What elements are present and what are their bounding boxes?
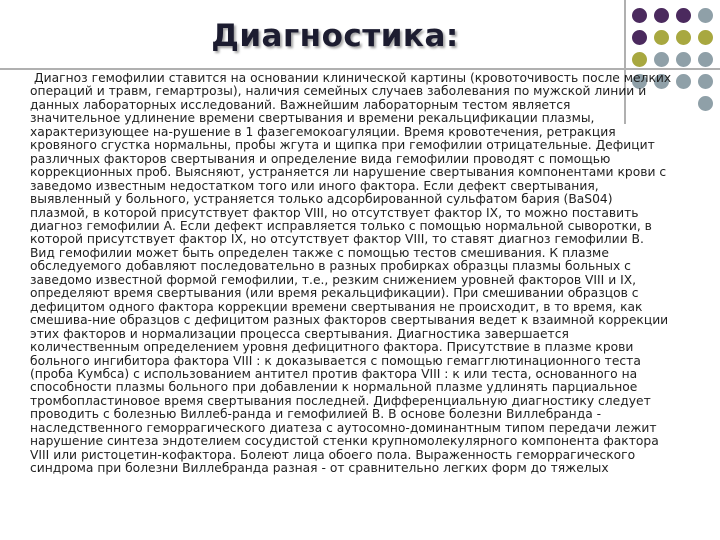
decor-dot	[676, 8, 691, 23]
body-line: больного ингибитора фактора VIII : к доказывается с помощью гемагглютинационного теста	[30, 353, 641, 368]
body-line: способности плазмы больного при добавлении к нормальной плазме удлинять парциальное	[30, 380, 638, 395]
slide-title: Диагностика:	[211, 18, 459, 54]
body-line: VIII или ристоцетин-кофактора. Болеют лица обоего пола. Выраженность геморрагического	[30, 447, 636, 462]
body-line: обследуемого добавляют последовательно в разных пробирках образцы плазмы больных с	[30, 259, 631, 274]
decor-dot	[632, 52, 647, 67]
body-line: Диагноз гемофилии ставится на основании клинической картины (кровоточивость после мелких	[34, 71, 672, 85]
decor-dot	[676, 52, 691, 67]
body-line: характеризующее на-рушение в 1 фазегемокоагуляции. Время кровотечения, ретракция	[30, 124, 616, 139]
body-line: плазмой, в которой присутствует фактор VIII, но отсутствует фактор IX, то можно поставить	[30, 205, 639, 220]
body-line: коррекционных проб. Выясняют, устраняется ли нарушение свертывания компонентами крови с	[30, 165, 667, 180]
decor-dot	[676, 30, 691, 45]
body-line: этих факторов и нормализации процесса свертывания. Диагностика завершается	[30, 326, 569, 341]
body-line: диагноз гемофилии А. Если дефект исправляется только с помощью нормальной сыворотки, в	[30, 218, 652, 233]
body-line: тромбопластиновое время свертывания последней. Дифференциальную диагностику следует	[30, 393, 651, 408]
body-line: Вид гемофилии может быть определен также с помощью тестов смешивания. К плазме	[30, 245, 609, 260]
decor-dot	[698, 8, 713, 23]
body-line: нарушение синтеза эндотелием сосудистой стенки крупномолекулярного компонента фактора	[30, 434, 659, 449]
body-line: наследственного геморрагического диатеза с аутосомно-доминантным типом передачи лежит	[30, 420, 657, 435]
body-line: операций и травм, гемартрозы), наличия семейных случаев заболевания по мужской линии и	[30, 84, 647, 99]
decor-dot	[698, 30, 713, 45]
body-line: (проба Кумбса) с использованием антител против фактора VIII : к или теста, основанного на	[30, 366, 638, 381]
decor-dot	[698, 52, 713, 67]
body-line: синдрома при болезни Виллебранда разная - от сравнительно легких форм до тяжелых	[30, 461, 609, 476]
decor-dot	[654, 52, 669, 67]
slide-body-text	[30, 72, 718, 476]
body-line: которой присутствует фактор IX, но отсутствует фактор VIII, то ставят диагноз гемофилии В.	[30, 232, 644, 247]
body-line: выявленный у больного, устраняется только адсорбированной сульфатом бария (BaS04)	[30, 192, 613, 207]
body-line: данных лабораторных исследований. Важнейшим лабораторным тестом является	[30, 97, 571, 112]
body-line: значительное удлинение времени свертывания и времени рекальцификации плазмы,	[30, 111, 595, 126]
decor-dot	[632, 8, 647, 23]
body-line: смешива-ние образцов с дефицитом разных факторов свертывания ведет к взаимной коррекции	[30, 313, 669, 328]
body-line: заведомо известной формой гемофилии, т.е., резким снижением уровней факторов VIII и IX,	[30, 272, 637, 287]
decor-horizontal-line	[0, 68, 720, 70]
decor-dot	[632, 30, 647, 45]
decor-dot	[654, 8, 669, 23]
body-line: заведомо известным недостатком того или иного фактора. Если дефект свертывания,	[30, 178, 599, 193]
body-line: кровяного сгустка нормальны, пробы жгута и щипка при гемофилии отрицательные. Дефицит	[30, 138, 655, 153]
body-line: дефицитом одного фактора коррекции времени свертывания не происходит, в то время, как	[30, 299, 643, 314]
body-line: проводить с болезнью Виллеб-ранда и гемофилией В. В основе болезни Виллебранда -	[30, 407, 602, 422]
decor-dot	[654, 30, 669, 45]
body-line: количественным определением уровня дефицитного фактора. Присутствие в плазме крови	[30, 340, 634, 355]
body-line: определяют время свертывания (или время рекальцификации). При смешивании образцов с	[30, 286, 639, 301]
body-line: различных факторов свертывания и определение вида гемофилии проводят с помощью	[30, 151, 611, 166]
